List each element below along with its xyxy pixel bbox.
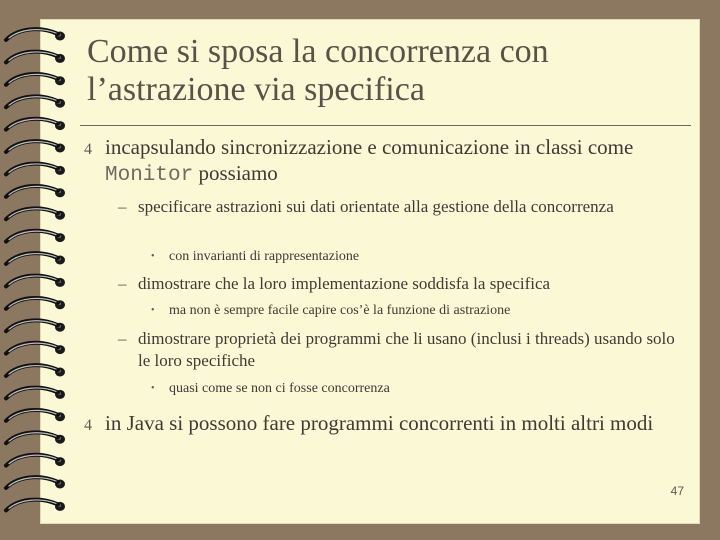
binding-ring bbox=[6, 500, 65, 511]
code-monitor: Monitor bbox=[105, 164, 194, 187]
binding-ring bbox=[6, 388, 65, 399]
bullet-level3: • bbox=[151, 383, 155, 394]
list-item-1 bbox=[105, 134, 685, 189]
sub-item-1-detail: con invarianti di rappresentazione bbox=[169, 249, 360, 264]
binding-ring bbox=[6, 231, 65, 242]
bullet-level2: – bbox=[118, 274, 127, 293]
bullet-level3: • bbox=[151, 251, 155, 262]
binding-ring bbox=[6, 96, 65, 107]
title-divider bbox=[80, 125, 691, 126]
sub-item-1: specificare astrazioni sui dati orientate alla gestione della concorrenza bbox=[138, 197, 614, 216]
list-item-2: in Java si possono fare programmi concorrenti in molti altri modi bbox=[105, 411, 654, 435]
bullet-level3: • bbox=[151, 305, 155, 316]
spiral-binding bbox=[0, 0, 80, 540]
binding-ring bbox=[6, 208, 65, 219]
sub-item-3-detail: quasi come se non ci fosse concorrenza bbox=[169, 381, 390, 396]
page-number: 47 bbox=[670, 484, 684, 498]
item1-text: incapsulando sincronizzazione e comunicazione in classi come bbox=[105, 135, 634, 159]
binding-ring bbox=[6, 343, 65, 354]
title-line-1: Come si sposa la concorrenza con bbox=[87, 33, 549, 70]
binding-ring bbox=[6, 410, 65, 421]
binding-ring bbox=[6, 298, 65, 309]
title-line-2: l’astrazione via specifica bbox=[87, 71, 425, 108]
binding-ring bbox=[6, 52, 65, 63]
bullet-level1: 4 bbox=[84, 417, 92, 434]
binding-ring bbox=[6, 164, 65, 175]
binding-ring bbox=[6, 186, 65, 197]
bullet-level1: 4 bbox=[84, 141, 92, 158]
binding-ring bbox=[6, 119, 65, 130]
binding-ring bbox=[6, 365, 65, 376]
bullet-level2: – bbox=[118, 329, 127, 348]
bullet-level2: – bbox=[118, 197, 127, 216]
sub-item-2-detail: ma non è sempre facile capire cos’è la funzione di astrazione bbox=[169, 303, 511, 318]
binding-ring bbox=[6, 432, 65, 443]
item1-text-end: possiamo bbox=[193, 161, 278, 185]
binding-ring bbox=[6, 276, 65, 287]
binding-ring bbox=[6, 29, 65, 40]
binding-ring bbox=[6, 74, 65, 85]
slide-title bbox=[87, 33, 549, 109]
binding-ring bbox=[6, 477, 65, 488]
sub-item-2: dimostrare che la loro implementazione soddisfa la specifica bbox=[138, 274, 551, 293]
binding-ring bbox=[6, 455, 65, 466]
binding-ring bbox=[6, 253, 65, 264]
binding-ring bbox=[6, 141, 65, 152]
binding-ring bbox=[6, 320, 65, 331]
sub-item-3: dimostrare proprietà dei programmi che li usano (inclusi i threads) usando solo le loro specifiche bbox=[138, 329, 675, 370]
